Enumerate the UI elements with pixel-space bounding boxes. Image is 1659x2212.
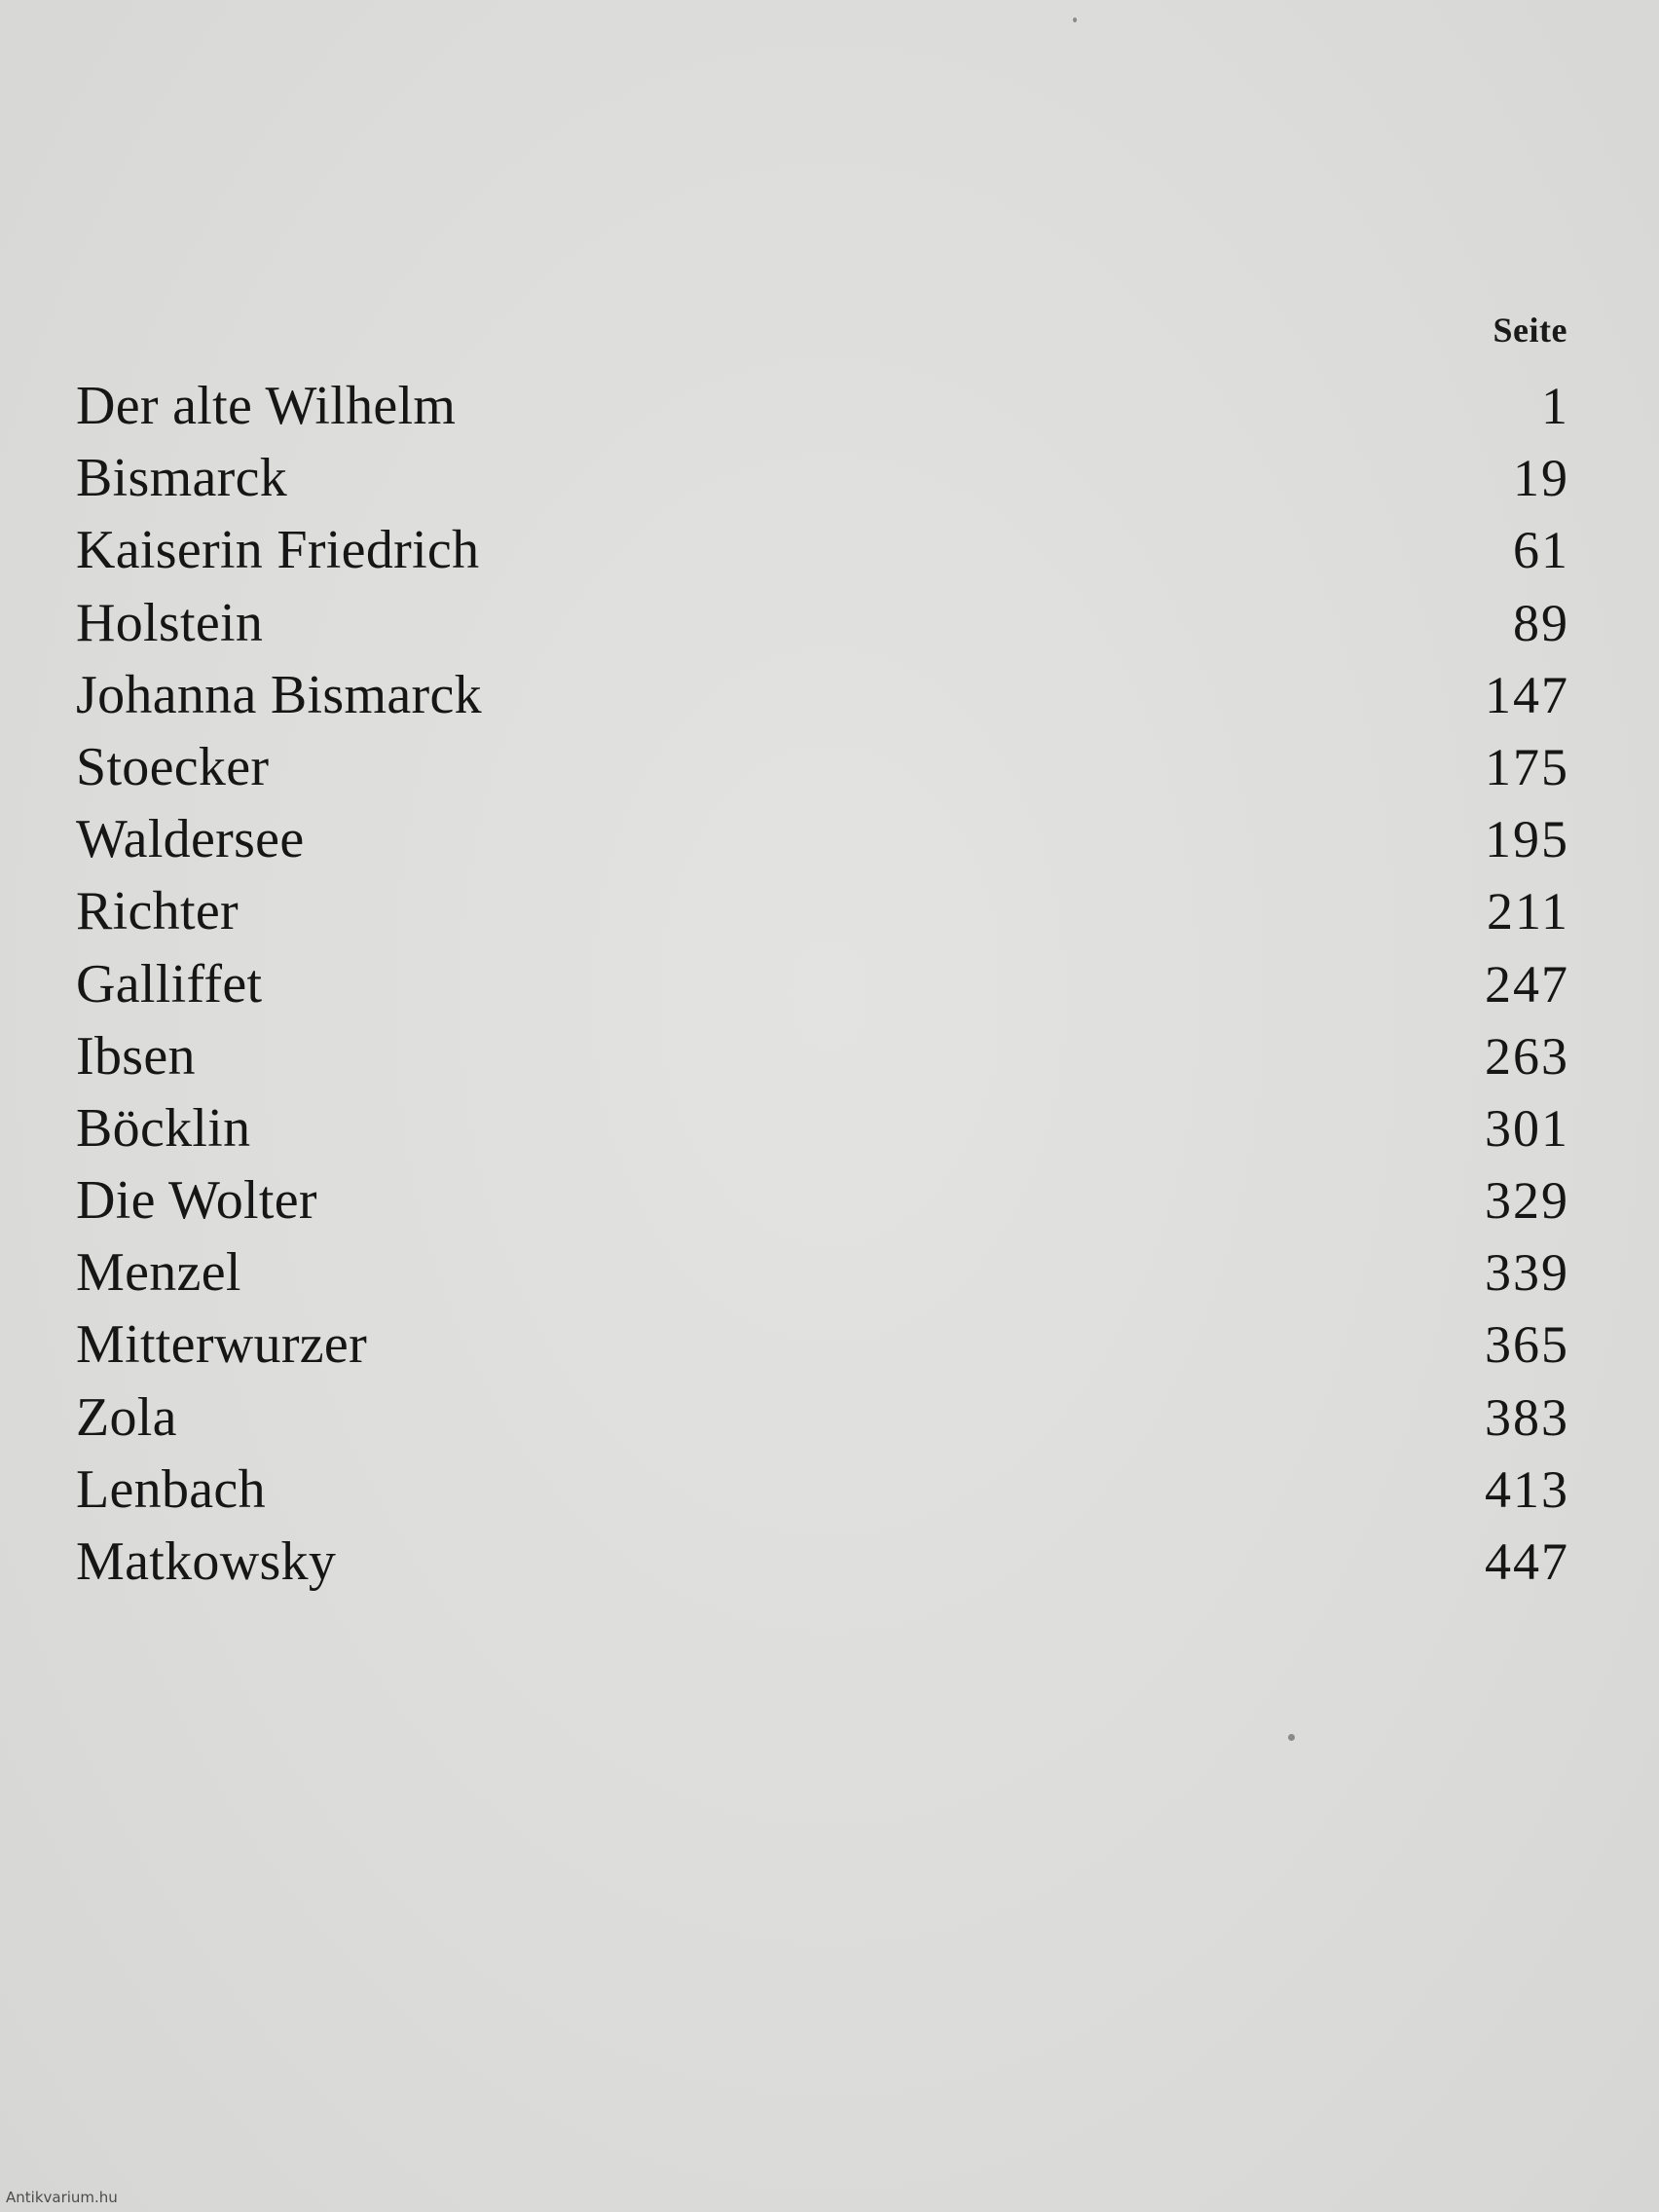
toc-entry[interactable] [76, 1382, 1569, 1454]
toc-entry-page: 247 [1485, 954, 1569, 1014]
toc-entry[interactable] [76, 1092, 1569, 1164]
toc-entry-title: Die Wolter [76, 1170, 317, 1232]
toc-entry-page: 147 [1485, 665, 1569, 724]
toc-entry[interactable] [76, 948, 1569, 1020]
toc-entry[interactable] [76, 659, 1569, 731]
toc-entry-page: 263 [1485, 1026, 1569, 1086]
toc-entry-page: 365 [1485, 1315, 1569, 1375]
toc-entry-title: Matkowsky [76, 1531, 337, 1592]
toc-entry-title: Richter [76, 881, 239, 942]
toc-entry-title: Menzel [76, 1242, 241, 1304]
toc-entry[interactable] [76, 370, 1569, 442]
toc-entry-title: Böcklin [76, 1097, 251, 1159]
toc-entry-page: 1 [1541, 377, 1569, 435]
toc-entry-title: Kaiserin Friedrich [76, 520, 480, 581]
toc-entry-page: 383 [1485, 1387, 1569, 1447]
toc-entry-page: 89 [1513, 593, 1569, 652]
toc-entry-page: 329 [1485, 1171, 1569, 1231]
toc-entry[interactable] [76, 514, 1569, 586]
toc-entry-page: 19 [1513, 449, 1569, 508]
paper-speck [1073, 18, 1077, 22]
toc-entry-title: Mitterwurzer [76, 1314, 368, 1376]
toc-entry-page: 211 [1487, 882, 1569, 941]
page-column-header: Seite [1493, 311, 1567, 350]
toc-entry[interactable] [76, 803, 1569, 875]
toc-entry-page: 413 [1485, 1459, 1569, 1519]
toc-entry[interactable] [76, 442, 1569, 514]
toc-entry-title: Stoecker [76, 736, 270, 797]
toc-entry[interactable] [76, 1454, 1569, 1526]
toc-entry-title: Waldersee [76, 809, 305, 870]
toc-entry-title: Ibsen [76, 1025, 196, 1087]
toc-entry-title: Lenbach [76, 1458, 266, 1520]
toc-entry-page: 175 [1485, 737, 1569, 796]
toc-entry-page: 301 [1485, 1098, 1569, 1158]
table-of-contents [76, 370, 1569, 1598]
toc-entry[interactable] [76, 1020, 1569, 1092]
toc-entry[interactable] [76, 1164, 1569, 1236]
toc-entry[interactable] [76, 1526, 1569, 1598]
toc-entry[interactable] [76, 1309, 1569, 1381]
watermark: Antikvarium.hu [6, 2189, 118, 2206]
toc-entry[interactable] [76, 1236, 1569, 1309]
toc-entry-page: 447 [1485, 1532, 1569, 1591]
toc-entry-page: 61 [1513, 521, 1569, 580]
toc-entry[interactable] [76, 875, 1569, 947]
toc-entry-page: 195 [1485, 810, 1569, 869]
toc-entry[interactable] [76, 587, 1569, 659]
toc-entry-title: Der alte Wilhelm [76, 376, 457, 436]
toc-entry-title: Zola [76, 1386, 177, 1448]
toc-entry-title: Holstein [76, 592, 264, 653]
toc-entry[interactable] [76, 731, 1569, 803]
toc-entry-title: Johanna Bismarck [76, 664, 482, 725]
paper-speck [1288, 1734, 1295, 1741]
toc-entry-page: 339 [1485, 1243, 1569, 1303]
toc-entry-title: Galliffet [76, 953, 263, 1014]
toc-entry-title: Bismarck [76, 448, 288, 509]
